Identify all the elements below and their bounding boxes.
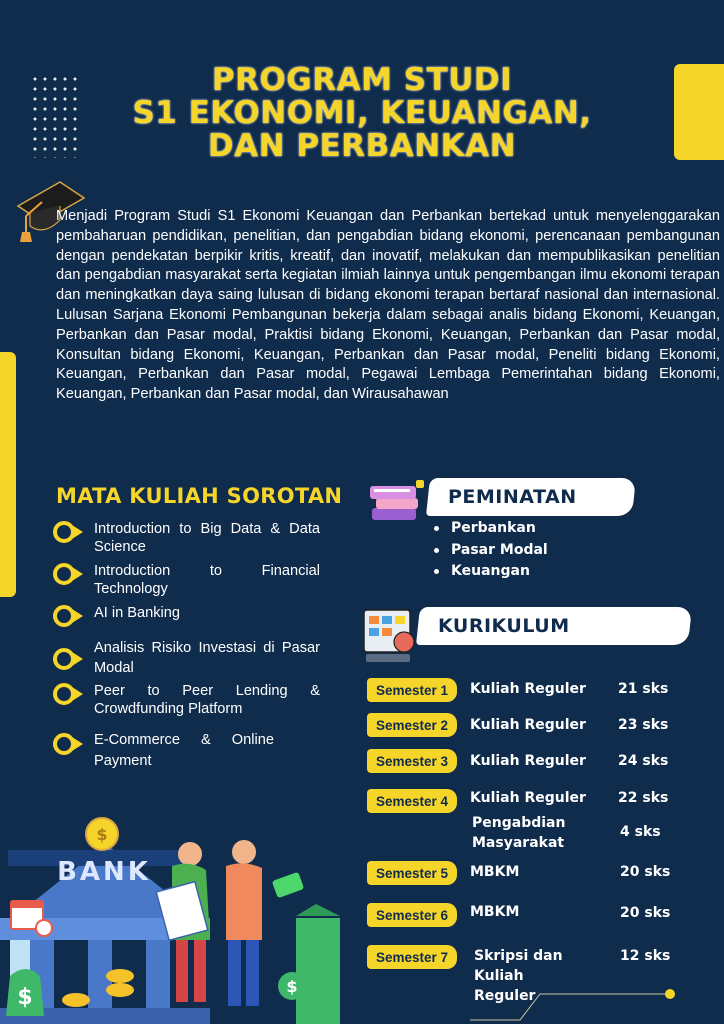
mata-kuliah-item bbox=[52, 604, 324, 628]
coin-currency-symbol: $ bbox=[96, 825, 108, 844]
course-name: MBKM bbox=[470, 904, 520, 920]
sks-value: 20 sks bbox=[620, 864, 671, 880]
semester-badge: Semester 1 bbox=[367, 678, 457, 702]
semester-badge: Semester 6 bbox=[367, 903, 457, 927]
svg-text:$: $ bbox=[17, 985, 33, 1010]
mata-kuliah-label: AI in Banking bbox=[94, 605, 180, 621]
title-line-3: DAN PERBANKAN bbox=[207, 128, 517, 164]
books-icon bbox=[366, 478, 428, 528]
mata-kuliah-item bbox=[52, 562, 324, 598]
arrow-right-icon bbox=[52, 604, 84, 628]
semester-badge: Semester 3 bbox=[367, 749, 457, 773]
sks-value: 4 sks bbox=[620, 824, 661, 840]
peminatan-list bbox=[434, 518, 548, 583]
sks-value: 12 sks bbox=[620, 948, 671, 964]
semester-badge: Semester 5 bbox=[367, 861, 457, 885]
bank-illustration bbox=[0, 790, 340, 1024]
peminatan-label: Keuangan bbox=[451, 563, 530, 579]
sks-value: 24 sks bbox=[618, 753, 669, 769]
svg-text:$: $ bbox=[286, 977, 298, 996]
mata-kuliah-item bbox=[52, 682, 324, 718]
semester-badge: Semester 4 bbox=[367, 789, 457, 813]
mata-kuliah-label: Peer to Peer Lending & Crowdfunding Platform bbox=[94, 683, 320, 717]
arrow-right-icon bbox=[52, 647, 84, 671]
peminatan-label: Perbankan bbox=[451, 520, 536, 536]
sks-value: 23 sks bbox=[618, 717, 669, 733]
decorative-line bbox=[470, 960, 724, 1024]
arrow-right-icon bbox=[52, 562, 84, 586]
kurikulum-heading-pill bbox=[416, 607, 692, 645]
bank-sign-text: BANK bbox=[57, 857, 151, 887]
peminatan-heading-pill bbox=[426, 478, 636, 516]
kurikulum-heading: KURIKULUM bbox=[438, 615, 570, 637]
program-description: Menjadi Program Studi S1 Ekonomi Keuangan dan Perbankan bertekad untuk menyelenggarakan pembaharuan pendidikan, penelitian, dan pengabdian bidang ekonomi, perencanaan pembangunan dengan pendekatan berpikir kritis, kreatif, dan inovatif, melakukan dan mempublikasikan penelitian dan pengabdian masyarakat serta kegiatan ilmiah lainnya untuk pengembangan ilmu ekonomi terapan dan meningkatkan daya saing lulusan di bidang ekonomi terapan bertaraf nasional dan internasional. Lulusan Sarjana Ekonomi Pembangunan bekerja dalam sebagai analis bidang Ekonomi, Keuangan, Perbankan dan Pasar modal, Praktisi bidang Ekonomi, Keuangan, Perbankan dan Pasar modal, Konsultan bidang Ekonomi, Keuangan, Perbankan dan Pasar modal, Peneliti bidang Ekonomi, Keuangan, Perbankan dan Pasar modal, Pegawai Lembaga Pemerintahan bidang Ekonomi, Keuangan, Perbankan dan Pasar modal, dan Wirausahawan bbox=[56, 208, 720, 403]
curriculum-board-icon bbox=[360, 608, 420, 666]
peminatan-item bbox=[434, 561, 548, 583]
mata-kuliah-heading: MATA KULIAH SOROTAN bbox=[56, 484, 343, 508]
course-name: Pengabdian Masyarakat bbox=[472, 815, 566, 851]
course-name: Skripsi dan Kuliah Reguler bbox=[474, 948, 563, 1004]
sks-value: 20 sks bbox=[620, 905, 671, 921]
arrow-right-icon bbox=[52, 682, 84, 706]
page-title bbox=[0, 64, 724, 163]
course-name: Kuliah Reguler bbox=[470, 681, 586, 697]
mata-kuliah-label: Introduction to Big Data & Data Science bbox=[94, 521, 320, 555]
peminatan-item bbox=[434, 540, 548, 562]
mata-kuliah-label: Introduction to Financial Technology bbox=[94, 563, 320, 597]
sks-value: 22 sks bbox=[618, 790, 669, 806]
mata-kuliah-item bbox=[52, 638, 324, 678]
title-line-1: PROGRAM STUDI bbox=[211, 62, 513, 98]
course-name: Kuliah Reguler bbox=[470, 790, 586, 806]
arrow-right-icon bbox=[52, 732, 84, 756]
sks-value: 21 sks bbox=[618, 681, 669, 697]
peminatan-label: Pasar Modal bbox=[451, 541, 548, 558]
title-line-2: S1 EKONOMI, KEUANGAN, bbox=[132, 95, 592, 131]
peminatan-heading: PEMINATAN bbox=[448, 486, 577, 508]
semester-badge: Semester 7 bbox=[367, 945, 457, 969]
course-name: Kuliah Reguler bbox=[470, 717, 586, 733]
mata-kuliah-item bbox=[52, 730, 324, 772]
peminatan-item bbox=[434, 518, 548, 540]
mata-kuliah-item bbox=[52, 520, 324, 556]
course-name: MBKM bbox=[470, 864, 520, 880]
arrow-right-icon bbox=[52, 520, 84, 544]
mata-kuliah-label: Analisis Risiko Investasi di Pasar Modal bbox=[94, 640, 320, 676]
semester-badge: Semester 2 bbox=[367, 713, 457, 737]
mata-kuliah-label: E-Commerce & Online Payment bbox=[94, 732, 274, 769]
accent-block-left bbox=[0, 352, 16, 597]
course-name: Kuliah Reguler bbox=[470, 753, 586, 769]
